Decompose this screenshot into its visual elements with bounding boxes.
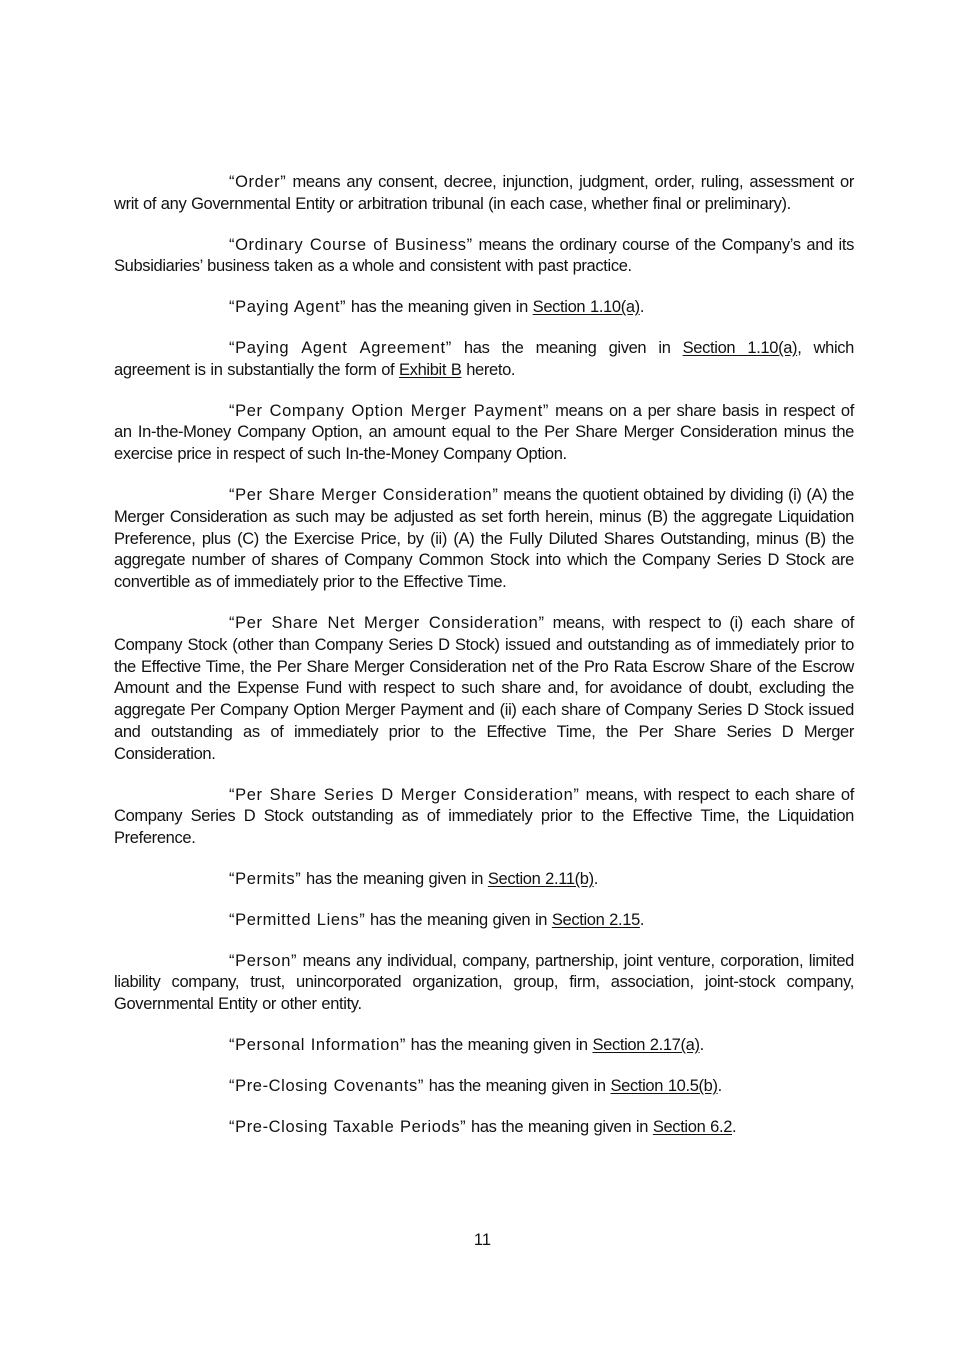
defined-term: “Per Share Merger Consideration” (229, 485, 499, 504)
defined-term: “Order” (229, 173, 287, 191)
definition-paragraph (114, 297, 854, 319)
defined-term: “Pre-Closing Covenants” (229, 1076, 424, 1095)
definition-text: has the meaning given in (423, 1076, 611, 1095)
section-reference-link[interactable]: Section 1.10(a) (532, 298, 640, 317)
definition-text: . (593, 869, 599, 888)
definition-paragraph (114, 613, 854, 766)
defined-term: “Per Share Net Merger Consideration” (229, 613, 545, 632)
page-number: 11 (473, 1231, 492, 1249)
definition-text: means the quotient obtained by dividing (i) (A) the Merger Consideration as such may be adjusted as set forth herein, minus (B) the aggregate Liquidation Preference, plus (C) the Exercise Price, by (ii) (A) the Fully Diluted Shares Outstanding, minus (B) the aggregate number of shares of Company Common Stock into which the Company Series D Stock are convertible as of immediately prior to the Effective Time. (114, 485, 854, 592)
definition-text: means any individual, company, partnership, joint venture, corporation, limited liability company, trust, unincorporated organization, group, firm, association, joint-stock company, Governmental Entity or other entity. (114, 951, 854, 1014)
definition-text: , which agreement is in substantially the form of (114, 338, 854, 379)
section-reference-link[interactable]: Section 6.2 (652, 1117, 733, 1136)
definition-paragraph (114, 338, 854, 382)
definition-paragraph (114, 1076, 854, 1098)
defined-term: “Ordinary Course of Business” (229, 235, 473, 254)
defined-term: “Personal Information” (229, 1035, 406, 1054)
section-reference-link[interactable]: Exhibit B (399, 360, 462, 379)
definition-paragraph (114, 1035, 854, 1057)
definition-paragraph (114, 785, 854, 850)
definition-text: has the meaning given in (466, 1117, 653, 1136)
definition-paragraph (114, 951, 854, 1016)
definition-paragraph (114, 172, 854, 216)
definition-paragraph (114, 869, 854, 891)
definition-text: means any consent, decree, injunction, judgment, order, ruling, assessment or writ of any Governmental Entity or arbitration tribunal (in each case, whether final or preliminary). (114, 173, 854, 213)
definition-text: means, with respect to each share of Company Series D Stock outstanding as of immediately prior to the Effective Time, the Liquidation Preference. (114, 785, 854, 848)
defined-term: “Per Company Option Merger Payment” (229, 401, 550, 420)
definition-text: means, with respect to (i) each share of Company Stock (other than Company Series D Stock) issued and outstanding as of immediately prior to the Effective Time, the Per Share Merger Consideration net of the Pro Rata Escrow Share of the Escrow Amount and the Expense Fund with respect to such share and, for avoidance of doubt, excluding the aggregate Per Company Option Merger Payment and (ii) each share of Company Series D Stock issued and outstanding as of immediately prior to the Effective Time, the Per Share Series D Merger Consideration. (114, 613, 854, 763)
document-page (114, 172, 854, 1157)
definition-text: means on a per share basis in respect of an In-the-Money Company Option, an amount equal to the Per Share Merger Consideration minus the exercise price in respect of such In-the-Money Company Option. (114, 401, 854, 464)
defined-term: “Pre-Closing Taxable Periods” (229, 1117, 467, 1136)
definition-text: . (732, 1117, 737, 1136)
definition-text: has the meaning given in (346, 298, 533, 317)
definitions-list (114, 172, 854, 1138)
definition-text: . (717, 1076, 722, 1095)
definition-text: has the meaning given in (365, 910, 552, 929)
definition-paragraph (114, 235, 854, 279)
definition-paragraph (114, 401, 854, 466)
definition-text: has the meaning given in (301, 869, 488, 888)
section-reference-link[interactable]: Section 10.5(b) (610, 1076, 718, 1095)
definition-text: hereto. (461, 360, 516, 379)
defined-term: “Per Share Series D Merger Consideration” (229, 785, 580, 804)
definition-paragraph (114, 910, 854, 932)
definition-paragraph (114, 1117, 854, 1139)
definition-text: means the ordinary course of the Company’s and its Subsidiaries’ business taken as a whole and consistent with past practice. (114, 235, 855, 276)
defined-term: “Person” (229, 951, 298, 970)
defined-term: “Permits” (229, 869, 302, 888)
section-reference-link[interactable]: Section 2.11(b) (487, 869, 594, 888)
section-reference-link[interactable]: Section 2.17(a) (592, 1035, 700, 1054)
defined-term: “Paying Agent Agreement” (229, 338, 452, 357)
section-reference-link[interactable]: Section 2.15 (551, 910, 640, 929)
definition-paragraph (114, 485, 854, 594)
defined-term: “Permitted Liens” (229, 910, 366, 929)
definition-text: . (639, 910, 645, 929)
section-reference-link[interactable]: Section 1.10(a) (682, 338, 798, 357)
defined-term: “Paying Agent” (229, 298, 347, 317)
definition-text: . (699, 1035, 704, 1054)
definition-text: has the meaning given in (405, 1035, 593, 1054)
definition-text: has the meaning given in (451, 338, 683, 357)
definition-text: . (639, 298, 645, 317)
